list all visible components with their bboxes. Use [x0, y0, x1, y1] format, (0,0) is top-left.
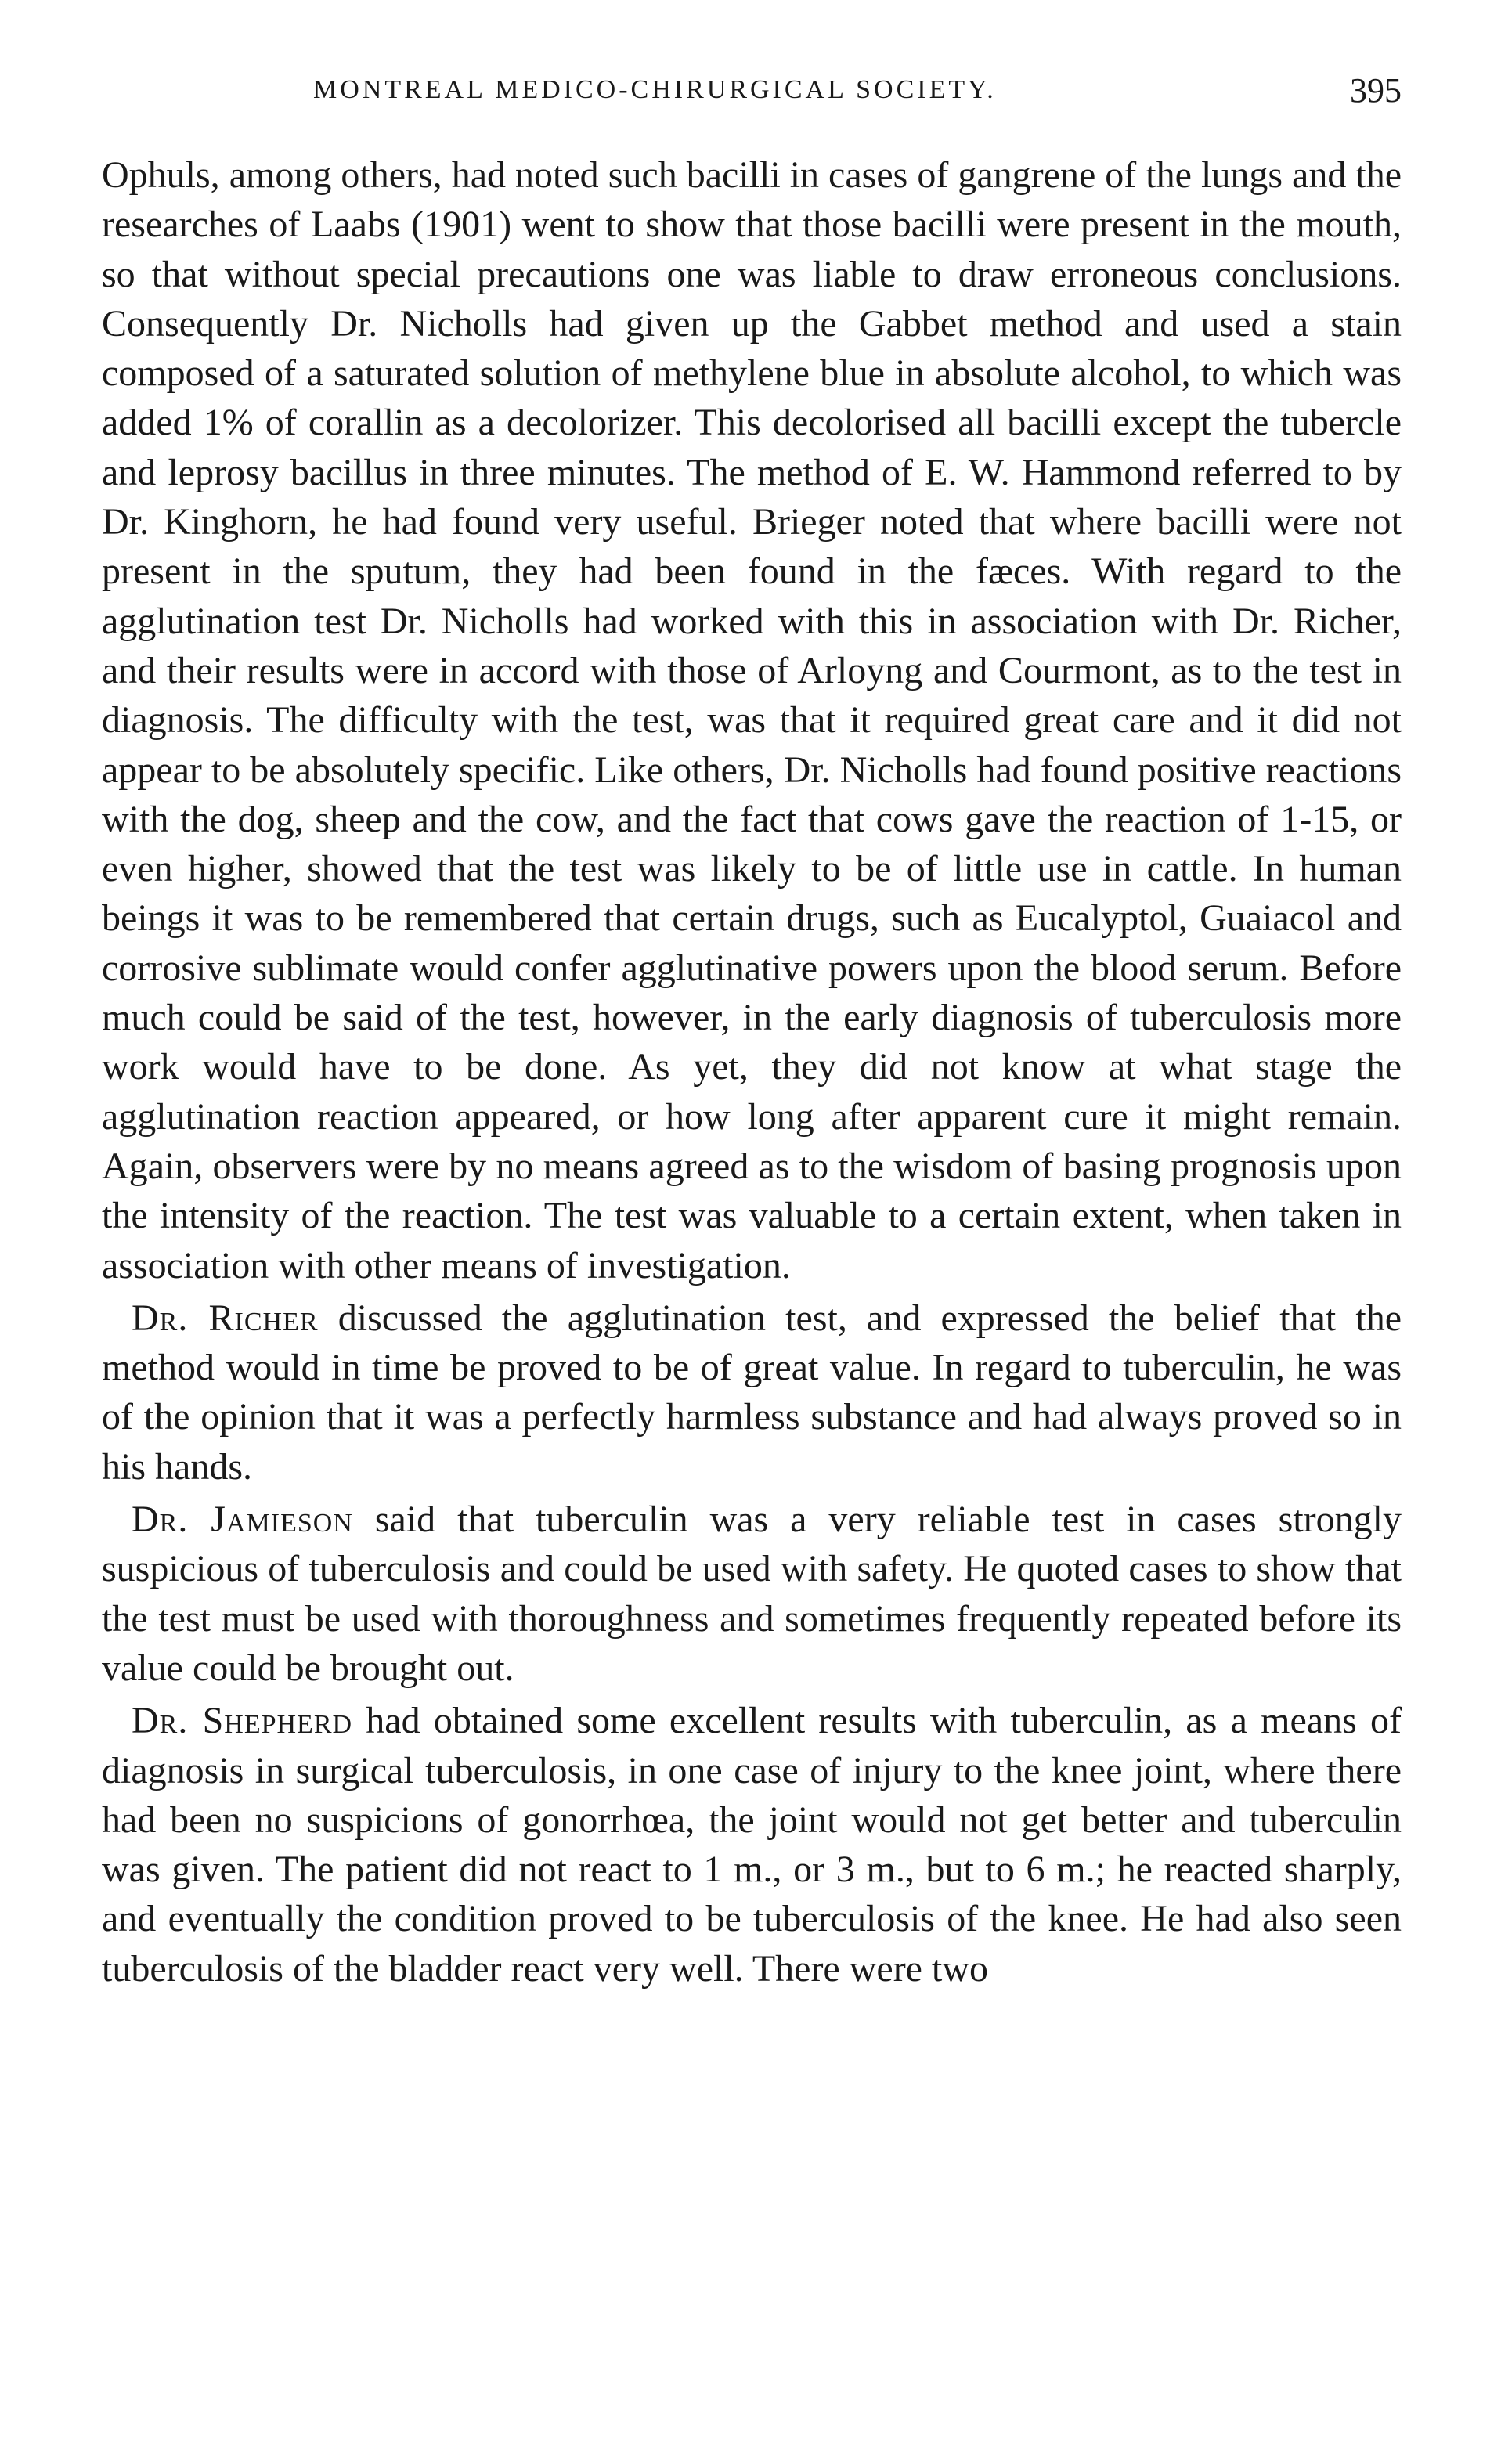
- paragraph: [102, 1696, 1402, 1993]
- document-page: [102, 63, 1402, 1993]
- paragraph: [102, 1293, 1402, 1492]
- page-header: [102, 63, 1402, 117]
- speaker-name: Dr. Richer: [132, 1297, 319, 1339]
- paragraph-text: said that tuberculin was a very reliable test in cases strongly suspicious of tuberculosis and could be used with safety. He quoted cases to show that the test must be used with thoroughness and sometimes frequently repeated before its value could be brought out.: [102, 1499, 1402, 1689]
- paragraph-text: had obtained some excellent results with tuberculin, as a means of diagnosis in surgical tuberculosis, in one case of injury to the knee joint, where there had been no suspicions of gonorrhœa, the joint would not get better and tuberculin was given. The patient did not react to 1 m., or 3 m., but to 6 m.; he reacted sharply, and eventually the condition proved to be tuberculosis of the knee. He had also seen tuberculosis of the bladder react very well. There were two: [102, 1700, 1402, 1990]
- page-number: 395: [1350, 71, 1402, 110]
- body-text: [102, 150, 1402, 1993]
- speaker-name: Dr. Shepherd: [132, 1700, 353, 1742]
- paragraph: [102, 1495, 1402, 1693]
- paragraph: [102, 150, 1402, 1290]
- running-head: MONTREAL MEDICO-CHIRURGICAL SOCIETY.: [313, 75, 997, 104]
- paragraph-text: discussed the agglutination test, and expressed the belief that the method would in time be proved to be of great value. In regard to tuberculin, he was of the opinion that it was a perfectly harmless substance and had always proved so in his hands.: [102, 1297, 1402, 1488]
- paragraph-text: Ophuls, among others, had noted such bacilli in cases of gangrene of the lungs and the researches of Laabs (1901) went to show that those bacilli were present in the mouth, so that without special precautions one was liable to draw erroneous conclusions. Consequently Dr. Nicholls had given up the Gabbet method and used a stain composed of a saturated solution of methylene blue in absolute alcohol, to which was added 1% of corallin as a decolorizer. This decolorised all bacilli except the tubercle and leprosy bacillus in three minutes. The method of E. W. Hammond referred to by Dr. Kinghorn, he had found very useful. Brieger noted that where bacilli were not present in the sputum, they had been found in the fæces. With regard to the agglutination test Dr. Nicholls had worked with this in association with Dr. Richer, and their results were in accord with those of Arloyng and Courmont, as to the test in diagnosis. The difficulty with the test, was that it required great care and it did not appear to be absolutely specific. Like others, Dr. Nicholls had found positive reactions with the dog, sheep and the cow, and the fact that cows gave the reaction of 1-15, or even higher, showed that the test was likely to be of little use in cattle. In human beings it was to be remembered that certain drugs, such as Eucalyptol, Guaiacol and corrosive sublimate would confer agglutinative powers upon the blood serum. Before much could be said of the test, however, in the early diagnosis of tuberculosis more work would have to be done. As yet, they did not know at what stage the agglutination reaction appeared, or how long after apparent cure it might remain. Again, observers were by no means agreed as to the wisdom of basing prognosis upon the intensity of the reaction. The test was valuable to a certain extent, when taken in association with other means of investigation.: [102, 154, 1402, 1286]
- speaker-name: Dr. Jamieson: [132, 1499, 353, 1541]
